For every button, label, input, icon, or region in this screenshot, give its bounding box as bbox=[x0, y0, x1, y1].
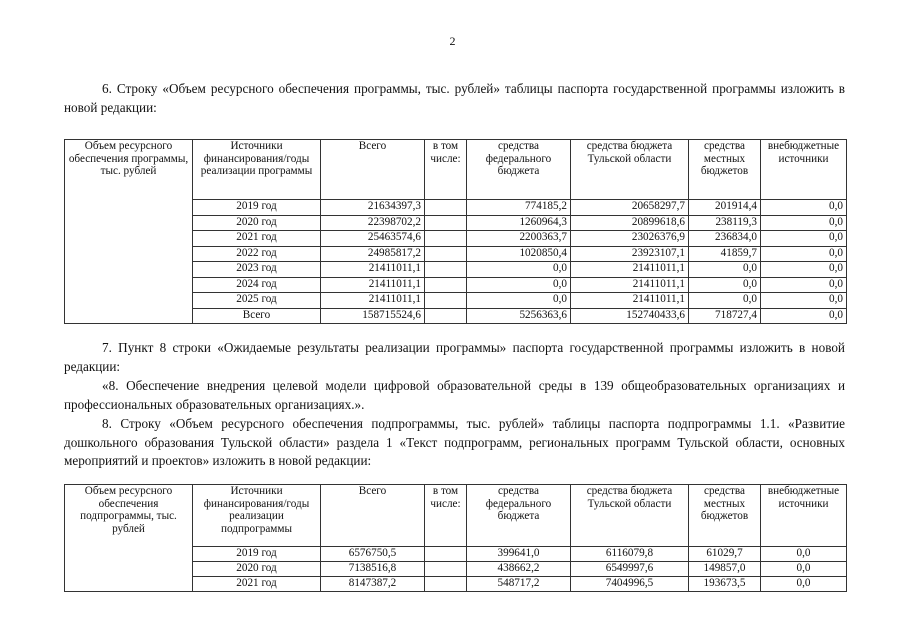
total-cell: 8147387,2 bbox=[321, 577, 425, 592]
local-cell: 149857,0 bbox=[689, 562, 761, 577]
empty-cell bbox=[425, 562, 467, 577]
extrabudgetary-cell: 0,0 bbox=[761, 262, 847, 278]
paragraph-7-quote: «8. Обеспечение внедрения целевой модели цифровой образовательной среды в 139 общеобразовательных организациях и профессиональных образовательных организациях.». bbox=[64, 378, 845, 412]
empty-cell bbox=[425, 231, 467, 247]
header-including: в том числе: bbox=[425, 140, 467, 200]
federal-cell: 774185,2 bbox=[467, 200, 571, 216]
paragraph-6: 6. Строку «Объем ресурсного обеспечения программы, тыс. рублей» таблицы паспорта государственной программы изложить в новой редакции: bbox=[64, 81, 845, 115]
year-cell: 2024 год bbox=[193, 277, 321, 293]
header-sources: Источники финансирования/годы реализации программы bbox=[193, 140, 321, 200]
extrabudgetary-cell: 0,0 bbox=[761, 277, 847, 293]
year-cell: 2019 год bbox=[193, 547, 321, 562]
extrabudgetary-cell: 0,0 bbox=[761, 293, 847, 309]
regional-cell: 23923107,1 bbox=[571, 246, 689, 262]
year-cell: 2020 год bbox=[193, 562, 321, 577]
local-cell: 236834,0 bbox=[689, 231, 761, 247]
empty-cell bbox=[425, 246, 467, 262]
extrabudgetary-cell: 0,0 bbox=[761, 547, 847, 562]
year-cell: 2021 год bbox=[193, 231, 321, 247]
local-cell: 718727,4 bbox=[689, 308, 761, 324]
year-cell: 2021 год bbox=[193, 577, 321, 592]
extrabudgetary-cell: 0,0 bbox=[761, 308, 847, 324]
empty-cell bbox=[425, 215, 467, 231]
extrabudgetary-cell: 0,0 bbox=[761, 215, 847, 231]
extrabudgetary-cell: 0,0 bbox=[761, 562, 847, 577]
federal-cell: 399641,0 bbox=[467, 547, 571, 562]
table-header-row bbox=[65, 140, 847, 200]
header-local: средства местных бюджетов bbox=[689, 140, 761, 200]
empty-cell bbox=[425, 262, 467, 278]
local-cell: 0,0 bbox=[689, 277, 761, 293]
empty-cell bbox=[425, 293, 467, 309]
header-sources: Источники финансирования/годы реализации подпрограммы bbox=[193, 485, 321, 547]
regional-cell: 6549997,6 bbox=[571, 562, 689, 577]
local-cell: 41859,7 bbox=[689, 246, 761, 262]
year-cell: 2025 год bbox=[193, 293, 321, 309]
extrabudgetary-cell: 0,0 bbox=[761, 231, 847, 247]
extrabudgetary-cell: 0,0 bbox=[761, 577, 847, 592]
header-extrabudgetary: внебюджетные источники bbox=[761, 140, 847, 200]
extrabudgetary-cell: 0,0 bbox=[761, 200, 847, 216]
header-total: Всего bbox=[321, 485, 425, 547]
header-resource-volume: Объем ресурсного обеспечения подпрограммы, тыс. рублей bbox=[65, 485, 193, 592]
federal-cell: 2200363,7 bbox=[467, 231, 571, 247]
regional-cell: 20658297,7 bbox=[571, 200, 689, 216]
local-cell: 0,0 bbox=[689, 293, 761, 309]
empty-cell bbox=[425, 277, 467, 293]
local-cell: 238119,3 bbox=[689, 215, 761, 231]
empty-cell bbox=[425, 308, 467, 324]
total-cell: 21411011,1 bbox=[321, 293, 425, 309]
local-cell: 61029,7 bbox=[689, 547, 761, 562]
header-regional: средства бюджета Тульской области bbox=[571, 485, 689, 547]
federal-cell: 548717,2 bbox=[467, 577, 571, 592]
federal-cell: 438662,2 bbox=[467, 562, 571, 577]
header-local: средства местных бюджетов bbox=[689, 485, 761, 547]
header-federal: средства федерального бюджета bbox=[467, 485, 571, 547]
regional-cell: 21411011,1 bbox=[571, 277, 689, 293]
header-federal: средства федерального бюджета bbox=[467, 140, 571, 200]
page-number: 2 bbox=[449, 34, 456, 48]
local-cell: 201914,4 bbox=[689, 200, 761, 216]
paragraph-7: 7. Пункт 8 строки «Ожидаемые результаты реализации программы» паспорта государственной программы изложить в новой редакции: bbox=[64, 340, 845, 374]
total-cell: 21411011,1 bbox=[321, 277, 425, 293]
year-cell: Всего bbox=[193, 308, 321, 324]
total-cell: 158715524,6 bbox=[321, 308, 425, 324]
regional-cell: 23026376,9 bbox=[571, 231, 689, 247]
total-cell: 21411011,1 bbox=[321, 262, 425, 278]
empty-cell bbox=[425, 577, 467, 592]
total-cell: 7138516,8 bbox=[321, 562, 425, 577]
empty-cell bbox=[425, 547, 467, 562]
federal-cell: 0,0 bbox=[467, 262, 571, 278]
header-resource-volume: Объем ресурсного обеспечения программы, тыс. рублей bbox=[65, 140, 193, 324]
year-cell: 2020 год bbox=[193, 215, 321, 231]
total-cell: 22398702,2 bbox=[321, 215, 425, 231]
year-cell: 2023 год bbox=[193, 262, 321, 278]
header-extrabudgetary: внебюджетные источники bbox=[761, 485, 847, 547]
regional-cell: 7404996,5 bbox=[571, 577, 689, 592]
federal-cell: 1260964,3 bbox=[467, 215, 571, 231]
regional-cell: 152740433,6 bbox=[571, 308, 689, 324]
header-total: Всего bbox=[321, 140, 425, 200]
regional-cell: 6116079,8 bbox=[571, 547, 689, 562]
total-cell: 6576750,5 bbox=[321, 547, 425, 562]
total-cell: 21634397,3 bbox=[321, 200, 425, 216]
local-cell: 0,0 bbox=[689, 262, 761, 278]
header-regional: средства бюджета Тульской области bbox=[571, 140, 689, 200]
table-header-row bbox=[65, 485, 847, 547]
extrabudgetary-cell: 0,0 bbox=[761, 246, 847, 262]
federal-cell: 5256363,6 bbox=[467, 308, 571, 324]
regional-cell: 21411011,1 bbox=[571, 262, 689, 278]
federal-cell: 0,0 bbox=[467, 293, 571, 309]
federal-cell: 0,0 bbox=[467, 277, 571, 293]
header-including: в том числе: bbox=[425, 485, 467, 547]
federal-cell: 1020850,4 bbox=[467, 246, 571, 262]
total-cell: 25463574,6 bbox=[321, 231, 425, 247]
year-cell: 2022 год bbox=[193, 246, 321, 262]
resource-table-subprogram bbox=[64, 484, 847, 592]
local-cell: 193673,5 bbox=[689, 577, 761, 592]
empty-cell bbox=[425, 200, 467, 216]
paragraph-8: 8. Строку «Объем ресурсного обеспечения подпрограммы, тыс. рублей» таблицы паспорта подпрограммы 1.1. «Развитие дошкольного образования Тульской области» раздела 1 «Текст подпрограмм, региональных программ Тульской области, основных мероприятий и проектов» изложить в новой редакции: bbox=[64, 416, 845, 469]
total-cell: 24985817,2 bbox=[321, 246, 425, 262]
year-cell: 2019 год bbox=[193, 200, 321, 216]
regional-cell: 21411011,1 bbox=[571, 293, 689, 309]
regional-cell: 20899618,6 bbox=[571, 215, 689, 231]
resource-table-program bbox=[64, 139, 847, 324]
